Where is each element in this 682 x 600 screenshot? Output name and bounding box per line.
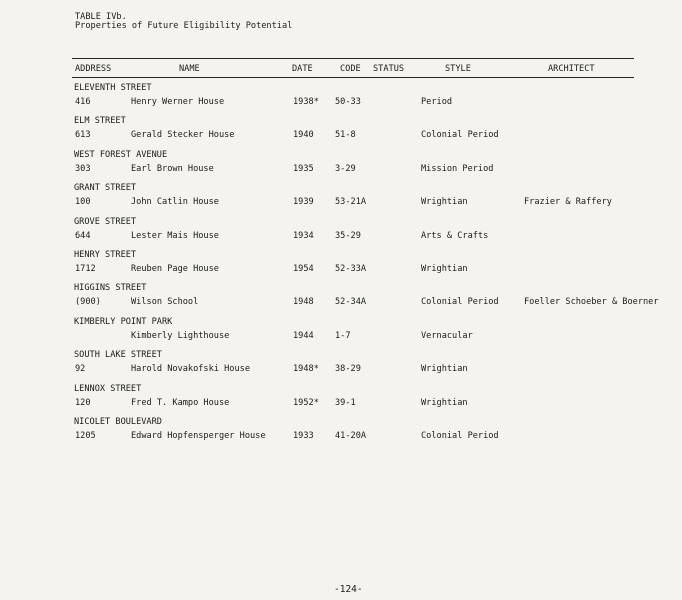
cell-style: Colonial Period xyxy=(421,130,499,141)
cell-style: Colonial Period xyxy=(421,431,499,441)
cell-code: 35-29 xyxy=(335,230,361,241)
cell-code: 50-33 xyxy=(335,97,361,107)
street-heading: ELEVENTH STREET xyxy=(74,83,152,93)
street-heading: NICOLET BOULEVARD xyxy=(74,417,162,427)
cell-date: 1948 xyxy=(293,297,314,308)
cell-style: Wrightian xyxy=(421,397,468,408)
street-heading: ELM STREET xyxy=(74,116,126,127)
cell-address: 416 xyxy=(75,97,91,107)
cell-style: Period xyxy=(421,97,453,107)
column-header-name: NAME xyxy=(179,64,200,74)
cell-name: Henry Werner House xyxy=(131,97,225,107)
cell-code: 52-33A xyxy=(335,264,367,274)
cell-address: 100 xyxy=(75,197,91,208)
cell-date: 1952* xyxy=(293,397,319,408)
cell-date: 1948* xyxy=(293,364,319,375)
cell-name: Earl Brown House xyxy=(131,163,214,174)
cell-style: Mission Period xyxy=(421,163,494,174)
cell-code: 3-29 xyxy=(335,163,356,174)
cell-name: Harold Novakofski House xyxy=(131,364,250,375)
cell-style: Wrightian xyxy=(421,264,468,274)
cell-address: (900) xyxy=(75,297,101,308)
table-subtitle: Properties of Future Eligibility Potential xyxy=(75,21,293,31)
column-header-status: STATUS xyxy=(373,64,405,74)
cell-name: John Catlin House xyxy=(131,197,219,208)
street-heading: WEST FOREST AVENUE xyxy=(74,149,168,160)
cell-architect: Frazier & Raffery xyxy=(524,197,612,208)
cell-address: 1205 xyxy=(75,431,96,441)
cell-date: 1944 xyxy=(293,330,314,341)
cell-name: Fred T. Kampo House xyxy=(131,397,230,408)
cell-date: 1934 xyxy=(293,230,314,241)
cell-date: 1938* xyxy=(293,97,319,107)
cell-address: 644 xyxy=(75,230,91,241)
header-top-rule xyxy=(72,58,634,59)
table-title: TABLE IVb. xyxy=(75,12,127,22)
header-bottom-rule xyxy=(72,77,634,78)
cell-name: Lester Mais House xyxy=(131,230,219,241)
street-heading: HIGGINS STREET xyxy=(74,283,147,294)
page-number: -124- xyxy=(334,584,363,595)
cell-code: 51-8 xyxy=(335,130,356,141)
street-heading: GROVE STREET xyxy=(74,216,137,227)
cell-address: 92 xyxy=(75,364,86,375)
street-heading: SOUTH LAKE STREET xyxy=(74,350,162,361)
cell-code: 53-21A xyxy=(335,197,367,208)
cell-date: 1940 xyxy=(293,130,314,141)
cell-style: Vernacular xyxy=(421,330,473,341)
cell-date: 1935 xyxy=(293,163,314,174)
cell-code: 41-20A xyxy=(335,431,367,441)
column-header-code: CODE xyxy=(340,64,361,74)
cell-date: 1954 xyxy=(293,264,314,274)
cell-name: Wilson School xyxy=(131,297,199,308)
street-heading: LENNOX STREET xyxy=(74,383,142,394)
cell-name: Edward Hopfensperger House xyxy=(131,431,266,441)
cell-date: 1939 xyxy=(293,197,314,208)
cell-code: 1-7 xyxy=(335,330,351,341)
cell-name: Gerald Stecker House xyxy=(131,130,235,141)
column-header-date: DATE xyxy=(292,64,313,74)
cell-architect: Foeller Schoeber & Boerner xyxy=(524,297,659,308)
cell-address: 1712 xyxy=(75,264,96,274)
cell-style: Wrightian xyxy=(421,364,468,375)
column-header-address: ADDRESS xyxy=(75,64,112,74)
cell-address: 613 xyxy=(75,130,91,141)
cell-code: 38-29 xyxy=(335,364,361,375)
street-heading: GRANT STREET xyxy=(74,183,137,194)
cell-date: 1933 xyxy=(293,431,314,441)
column-header-architect: ARCHITECT xyxy=(548,64,595,74)
column-header-style: STYLE xyxy=(445,64,471,74)
cell-style: Colonial Period xyxy=(421,297,499,308)
cell-name: Reuben Page House xyxy=(131,264,219,274)
cell-code: 52-34A xyxy=(335,297,367,308)
street-heading: HENRY STREET xyxy=(74,250,137,260)
cell-style: Wrightian xyxy=(421,197,468,208)
street-heading: KIMBERLY POINT PARK xyxy=(74,316,173,327)
cell-code: 39-1 xyxy=(335,397,356,408)
cell-style: Arts & Crafts xyxy=(421,230,489,241)
cell-address: 303 xyxy=(75,163,91,174)
cell-address: 120 xyxy=(75,397,91,408)
cell-name: Kimberly Lighthouse xyxy=(131,330,230,341)
